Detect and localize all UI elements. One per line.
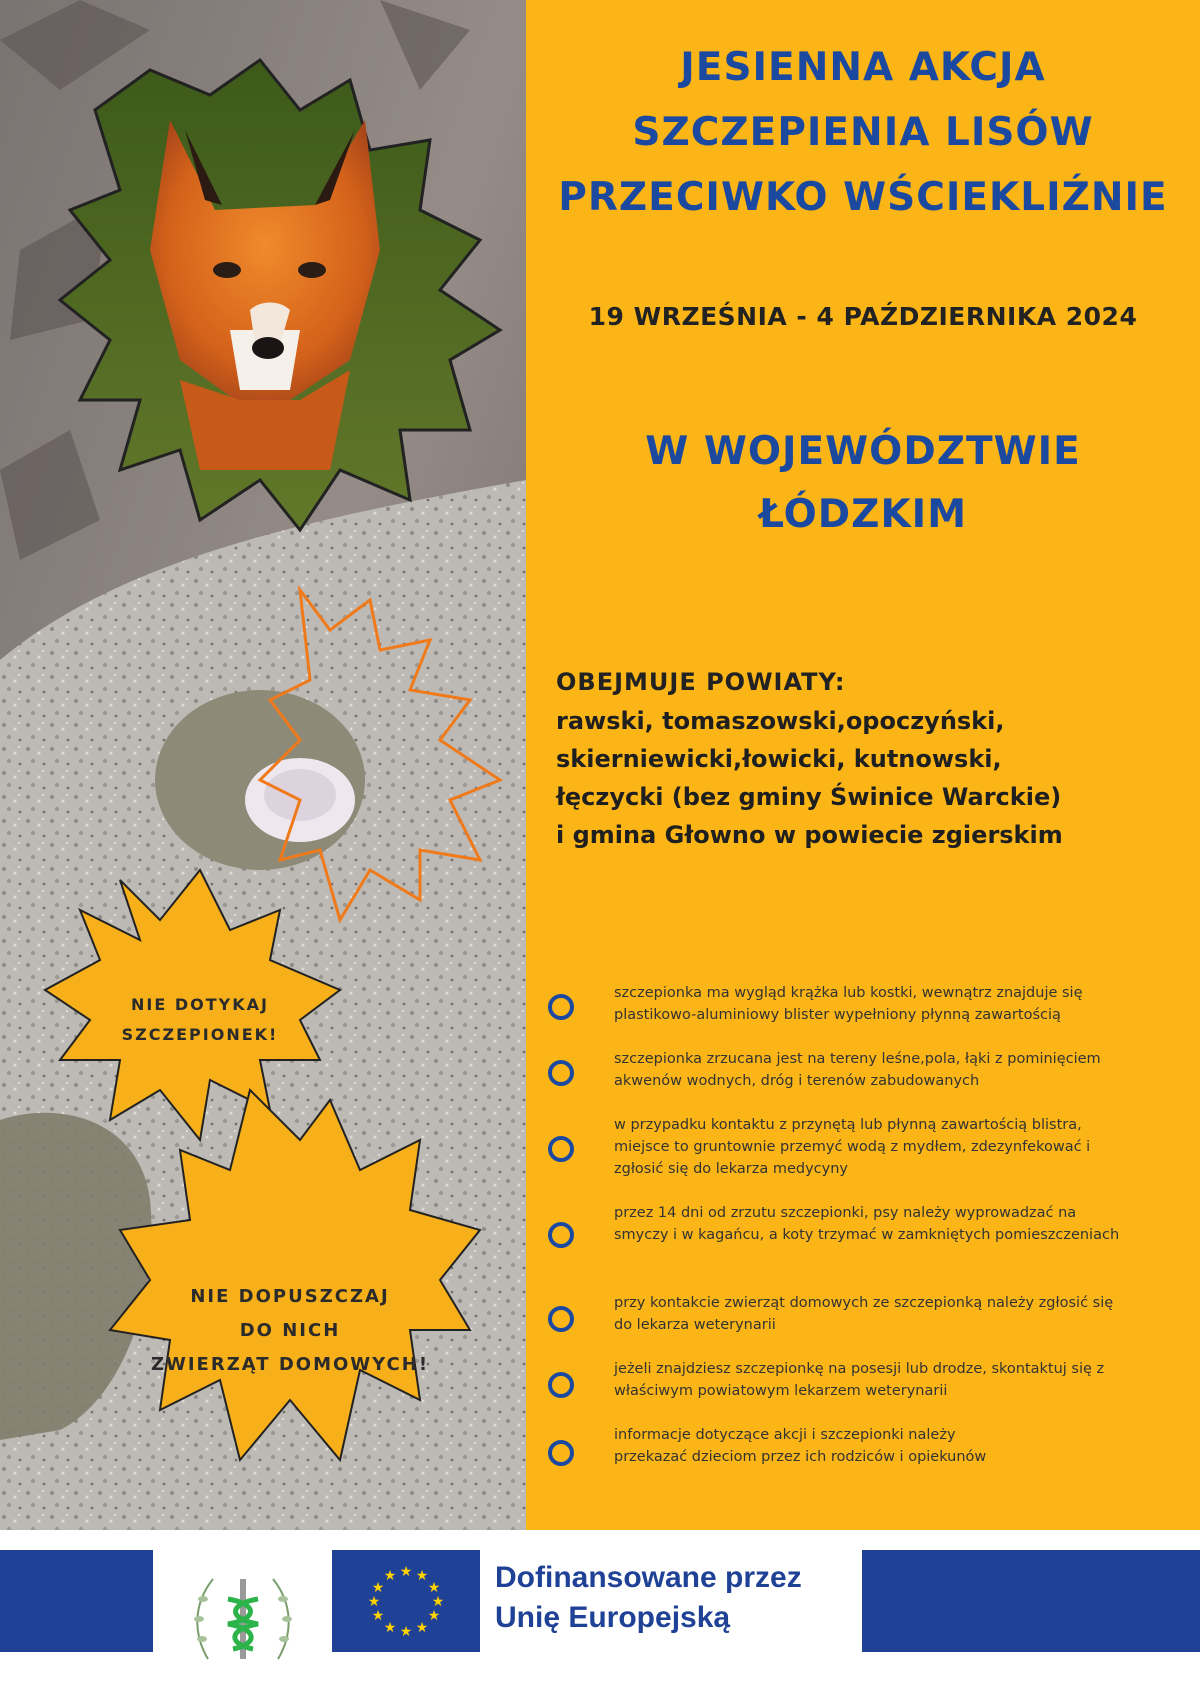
footer-blue-bar [862, 1550, 1200, 1652]
counties-heading: OBEJMUJE POWIATY: [556, 668, 846, 696]
footer [0, 1530, 1200, 1697]
svg-text:★: ★ [415, 1568, 429, 1584]
svg-text:★: ★ [427, 1608, 441, 1624]
svg-text:★: ★ [371, 1580, 385, 1596]
veterinary-inspection-emblem-icon [188, 1564, 298, 1674]
svg-text:★: ★ [371, 1608, 385, 1624]
counties-line: skierniewicki,łowicki, kutnowski, [556, 745, 1002, 773]
circle-bullet-icon [548, 1372, 574, 1398]
counties-line: i gmina Głowno w powiecie zgierskim [556, 821, 1063, 849]
circle-bullet-icon [548, 1306, 574, 1332]
info-panel: JESIENNA AKCJA SZCZEPIENIA LISÓW PRZECIWKO WŚCIEKLIŹNIE 19 WRZEŚNIA - 4 PAŹDZIERNIKA 2024 W WOJEWÓDZTWIE ŁÓDZKIM OBEJMUJE POWIATY: rawski, tomaszowski,opoczyński, skierniewicki,łowicki, kutnowski, łęczycki (bez gminy Świnice Warckie) i gmina Głowno w powiecie zgierskim szczepionka ma wygląd krążka lub kostki, wewnątrz znajduje się plastikowo-aluminiowy blister wypełniony płynną zawartością szczepionka zrzucana jest na tereny leśne,pola, łąki z pominięciem akwenów wodnych, dróg i terenów zabudowanych w przypadku kontaktu z przynętą lub płynną zawartością blistra, miejsce to gruntownie przemyć wodą z mydłem, zdezynfekować i zgłosić się do lekarza medycyny przez 14 dni od zrzutu szczepionki, psy należy wyprowadzać na smyczy i w kagańcu, a koty trzymać w zamkniętych pomieszczeniach przy kontakcie zwierząt domowych ze szczepionką należy zgłosić się do lekarza weterynarii jeżeli znajdziesz szczepionkę na posesji lub drodze, skontaktuj się z właściwym powiatowym lekarzem weterynarii informacje dotyczące akcji i szczepionki należy przekazać dzieciom przez ich rodziców i opiekunów [526, 0, 1200, 1530]
counties-section [556, 668, 1196, 854]
circle-bullet-icon [548, 1136, 574, 1162]
svg-text:★: ★ [427, 1580, 441, 1596]
circle-bullet-icon [548, 1222, 574, 1248]
svg-text:★: ★ [431, 1594, 445, 1610]
svg-text:★: ★ [367, 1594, 381, 1610]
circle-bullet-icon [548, 994, 574, 1020]
campaign-dates: 19 WRZEŚNIA - 4 PAŹDZIERNIKA 2024 [588, 302, 1138, 331]
circle-bullet-icon [548, 1440, 574, 1466]
region-title: W WOJEWÓDZTWIE ŁÓDZKIM [645, 429, 1081, 537]
circle-bullet-icon [548, 1060, 574, 1086]
poster-title: JESIENNA AKCJA SZCZEPIENIA LISÓW PRZECIWKO WŚCIEKLIŹNIE [558, 45, 1168, 220]
svg-text:★: ★ [383, 1568, 397, 1584]
warning-dont-touch: NIE DOTYKAJ SZCZEPIONEK! [121, 995, 279, 1044]
warning-keep-pets-away: NIE DOPUSZCZAJ DO NICH ZWIERZĄT DOMOWYCH! [150, 1286, 430, 1375]
svg-text:★: ★ [415, 1620, 429, 1636]
footer-blue-bar [0, 1550, 153, 1652]
svg-text:★: ★ [383, 1620, 397, 1636]
svg-text:★: ★ [399, 1564, 413, 1580]
counties-line: łęczycki (bez gminy Świnice Warckie) [556, 783, 1062, 811]
counties-line: rawski, tomaszowski,opoczyński, [556, 707, 1005, 735]
eu-funding-text: Dofinansowane przez Unię Europejską [495, 1561, 802, 1634]
eu-flag-icon [332, 1550, 480, 1652]
svg-text:★: ★ [399, 1624, 413, 1640]
